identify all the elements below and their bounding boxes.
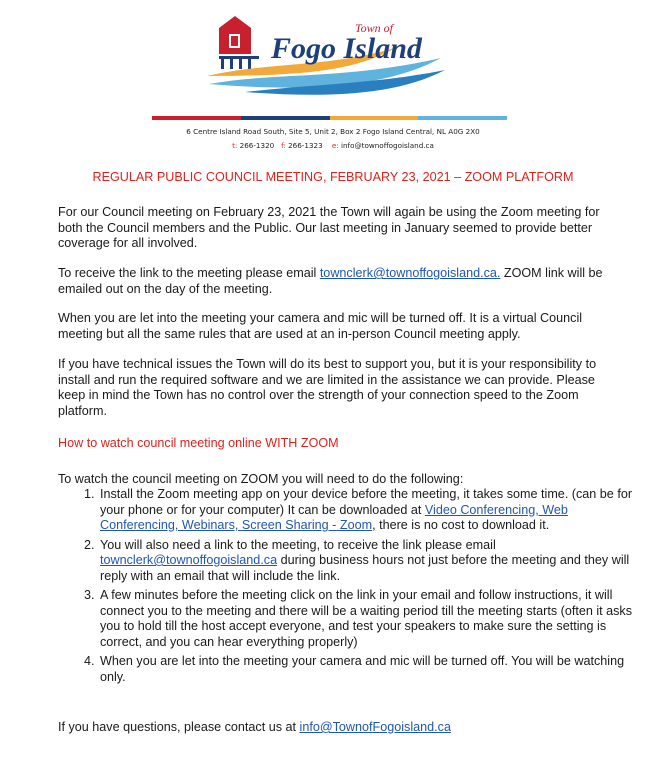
closing-contact	[58, 720, 608, 736]
subheading-how-to-watch: How to watch council meeting online WITH ZOOM	[58, 436, 339, 450]
fax-label: f:	[281, 141, 286, 150]
letterhead-contact	[0, 141, 666, 150]
fax-number: 266-1323	[288, 141, 323, 150]
logo-wordmark: Fogo Island	[271, 32, 422, 65]
info-email-link[interactable]: info@TownofFogoisland.ca	[299, 720, 451, 734]
townclerk-email-link[interactable]: townclerk@townoffogoisland.ca.	[319, 266, 501, 280]
email-label: e:	[331, 141, 339, 150]
steps-intro: To watch the council meeting on ZOOM you will need to do the following:	[58, 472, 464, 486]
steps-list	[58, 487, 643, 689]
paragraph-link-request	[58, 266, 608, 297]
letterhead-address: 6 Centre Island Road South, Site 5, Unit 2, Box 2 Fogo Island Central, NL A0G 2X0	[186, 127, 480, 136]
paragraph-intro: For our Council meeting on February 23, 2021 the Town will again be using the Zoom meeting for both the Council members and the Public. Our last meeting in January seemed to provide better coverage for all involved.	[58, 205, 600, 250]
step-watch-only: 4. When you are let into the meeting your camera and mic will be turned off. You will be watching only.	[98, 654, 643, 685]
step-install-zoom: 1. Install the Zoom meeting app on your device before the meeting, it takes some time. (can be for your phone or for your computer) It can be downloaded at Video Conferencing, Web Conferencing, Webinars, Screen Sharing - Zoom, there is no cost to download it.	[98, 487, 643, 534]
contact-email: info@townoffogoisland.ca	[340, 141, 434, 150]
p2-after: ZOOM link will be emailed out on the day of the meeting.	[58, 266, 603, 296]
p2-before: To receive the link to the meeting please email	[58, 266, 320, 280]
step-request-link: 2. You will also need a link to the meeting, to receive the link please email townclerk@townoffogoisland.ca during business hours not just before the meeting and they will reply with an email that will include the link.	[98, 538, 643, 585]
paragraph-technical-issues: If you have technical issues the Town will do its best to support you, but it is your responsibility to install and run the required software and we are limited in the assistance we can provide. Please keep in mind the Town has no control over the strength of your connection speed to the Zoom platform.	[58, 357, 597, 418]
document-title: REGULAR PUBLIC COUNCIL MEETING, FEBRUARY 23, 2021 – ZOOM PLATFORM	[92, 170, 574, 184]
townclerk-email-link-2[interactable]: townclerk@townoffogoisland.ca	[100, 553, 278, 567]
fogo-island-logo	[205, 14, 455, 96]
logo-town-of: Town of	[355, 21, 393, 35]
step-join-meeting: 3. A few minutes before the meeting click on the link in your email and follow instructions, it will connect you to the meeting and there will be a waiting period till the meeting starts (often it asks you to hold till the host accept everyone, and test your speakers to make sure the setting is correct, and you can hear everything properly)	[98, 588, 643, 650]
paragraph-camera-mic: When you are let into the meeting your camera and mic will be turned off. It is a virtual Council meeting but all the same rules that are used at an in-person Council meeting apply.	[58, 311, 583, 341]
phone-number: 266-1320	[239, 141, 275, 150]
letterhead-color-bar	[152, 116, 507, 120]
closing-text: If you have questions, please contact us at	[58, 720, 300, 734]
zoom-download-link[interactable]: Video Conferencing, Web Conferencing, Webinars, Screen Sharing - Zoom	[100, 502, 568, 532]
phone-label: t:	[232, 141, 238, 150]
